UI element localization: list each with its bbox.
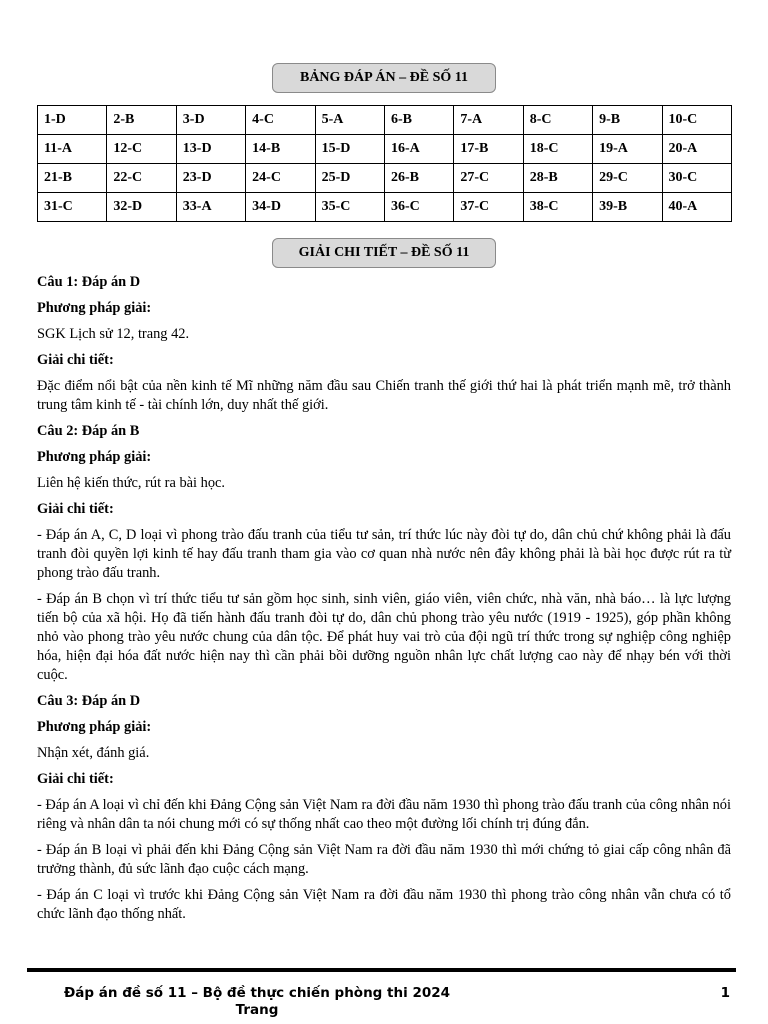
question-2: [37, 422, 731, 685]
answer-cell: 3-D: [176, 106, 245, 135]
answer-cell: 1-D: [38, 106, 107, 135]
question-heading: Câu 1: Đáp án D: [37, 274, 141, 290]
answer-cell: 30-C: [662, 164, 731, 193]
detail-paragraph: - Đáp án A loại vì chỉ đến khi Đảng Cộng sản Việt Nam ra đời đầu năm 1930 thì phong trào đấu tranh của công nhân nói riêng và nhân dân ta nói chung mới có sự thống nhất cao theo một đường lối chính trị đúng đắn.: [37, 797, 731, 832]
detail-paragraph: Đặc điểm nổi bật của nền kinh tế Mĩ những năm đầu sau Chiến tranh thế giới thứ hai là phát triển mạnh mẽ, trở thành trung tâm kinh tế - tài chính lớn, duy nhất thế giới.: [37, 378, 731, 413]
question-heading: Câu 3: Đáp án D: [37, 693, 141, 709]
answer-cell: 19-A: [593, 135, 662, 164]
detail-label: Giải chi tiết:: [37, 352, 114, 368]
answer-cell: 9-B: [593, 106, 662, 135]
answer-cell: 15-D: [315, 135, 384, 164]
answer-cell: 22-C: [107, 164, 176, 193]
answer-cell: 36-C: [384, 193, 453, 222]
answer-row: [38, 135, 732, 164]
answer-cell: 37-C: [454, 193, 523, 222]
answer-cell: 27-C: [454, 164, 523, 193]
method-label: Phương pháp giải:: [37, 719, 152, 735]
answer-cell: 20-A: [662, 135, 731, 164]
answer-cell: 7-A: [454, 106, 523, 135]
answer-cell: 2-B: [107, 106, 176, 135]
detail-label: Giải chi tiết:: [37, 501, 114, 517]
answer-cell: 31-C: [38, 193, 107, 222]
answer-cell: 13-D: [176, 135, 245, 164]
answer-cell: 10-C: [662, 106, 731, 135]
answer-table-title: BẢNG ĐÁP ÁN – ĐỀ SỐ 11: [272, 63, 496, 93]
answer-cell: 39-B: [593, 193, 662, 222]
solution-content: [37, 273, 731, 931]
question-1: [37, 273, 731, 415]
answer-cell: 21-B: [38, 164, 107, 193]
answer-cell: 32-D: [107, 193, 176, 222]
answer-row: [38, 106, 732, 135]
answer-cell: 8-C: [523, 106, 592, 135]
answer-cell: 40-A: [662, 193, 731, 222]
method-label: Phương pháp giải:: [37, 300, 152, 316]
footer-text: Đáp án đề số 11 – Bộ đề thực chiến phòng thi 2024 Trang: [63, 985, 451, 1018]
answer-cell: 12-C: [107, 135, 176, 164]
answer-cell: 33-A: [176, 193, 245, 222]
answer-cell: 28-B: [523, 164, 592, 193]
answer-cell: 26-B: [384, 164, 453, 193]
answer-cell: 25-D: [315, 164, 384, 193]
detail-paragraph: - Đáp án B loại vì phải đến khi Đảng Cộng sản Việt Nam ra đời đầu năm 1930 thì mới chứng tỏ giai cấp công nhân đã trưởng thành, đủ sức lãnh đạo cuộc cách mạng.: [37, 842, 731, 877]
answer-cell: 6-B: [384, 106, 453, 135]
answer-cell: 17-B: [454, 135, 523, 164]
answer-row: [38, 164, 732, 193]
detail-label: Giải chi tiết:: [37, 771, 114, 787]
answer-cell: 4-C: [246, 106, 315, 135]
answer-cell: 29-C: [593, 164, 662, 193]
answer-cell: 5-A: [315, 106, 384, 135]
method-label: Phương pháp giải:: [37, 449, 152, 465]
answer-cell: 14-B: [246, 135, 315, 164]
page-number: 1: [720, 985, 730, 1001]
question-3: [37, 692, 731, 924]
answer-cell: 11-A: [38, 135, 107, 164]
answer-table: [37, 105, 732, 222]
detail-section-title: GIẢI CHI TIẾT – ĐỀ SỐ 11: [272, 238, 496, 268]
answer-cell: 18-C: [523, 135, 592, 164]
method-text: SGK Lịch sử 12, trang 42.: [37, 326, 190, 342]
detail-paragraph: - Đáp án B chọn vì trí thức tiểu tư sản gồm học sinh, sinh viên, giáo viên, viên chức, nhà văn, nhà báo… là lực lượng tiến bộ của xã hội. Họ đã tiến hành đấu tranh đòi tự do, dân chủ phong trào yêu nước (1919 - 1925), góp phần không nhỏ vào phong trào yêu nước chung của dân tộc. Để phát huy vai trò của đội ngũ trí thức trong sự nghiệp công nghiệp hóa, hiện đại hóa đất nước hiện nay thì cần phải bồi dưỡng nguồn nhân lực chất lượng cao này để nhạy bén với thời cuộc.: [37, 591, 731, 683]
detail-paragraph: - Đáp án C loại vì trước khi Đảng Cộng sản Việt Nam ra đời đầu năm 1930 thì phong trào công nhân vẫn chưa có tổ chức lãnh đạo thống nhất.: [37, 887, 731, 922]
answer-cell: 35-C: [315, 193, 384, 222]
answer-cell: 38-C: [523, 193, 592, 222]
detail-paragraph: - Đáp án A, C, D loại vì phong trào đấu tranh của tiểu tư sản, trí thức lúc này đòi tự do, dân chủ chứ không phải là đấu tranh đòi quyền lợi kinh tế hay đấu tranh tham gia vào cơ quan nhà nước nên đây không phải là bài học được rút ra từ phong trào đấu tranh.: [37, 527, 731, 581]
footer-divider: [27, 968, 736, 972]
method-text: Nhận xét, đánh giá.: [37, 745, 150, 761]
answer-cell: 23-D: [176, 164, 245, 193]
answer-cell: 34-D: [246, 193, 315, 222]
answer-row: [38, 193, 732, 222]
answer-cell: 16-A: [384, 135, 453, 164]
answer-cell: 24-C: [246, 164, 315, 193]
method-text: Liên hệ kiến thức, rút ra bài học.: [37, 475, 226, 491]
question-heading: Câu 2: Đáp án B: [37, 423, 140, 439]
